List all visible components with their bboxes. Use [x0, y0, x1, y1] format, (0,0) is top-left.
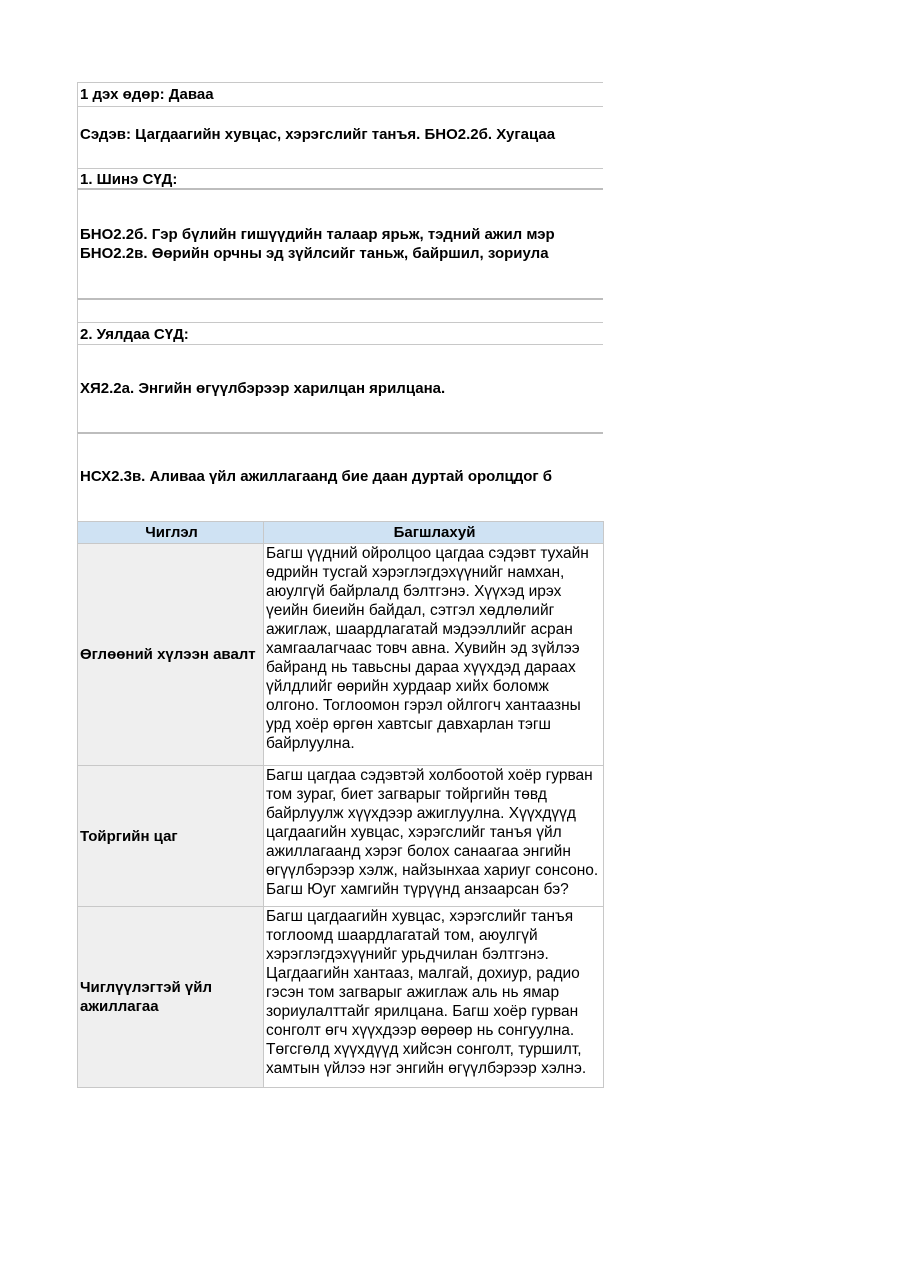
- review-standard-row[interactable]: [77, 344, 603, 433]
- new-standard-line: БНО2.2в. Өөрийн орчны эд зүйлсийг таньж, байршил, зориула: [80, 245, 549, 262]
- review-standards-heading-row[interactable]: [77, 322, 603, 345]
- teaching-cell[interactable]: [264, 544, 604, 766]
- teaching-text: Багш цагдаа сэдэвтэй холбоотой хоёр гурван том зураг, биет загварыг тойргийн төвд байрлуулж хүүхдээр ажиглуулна. Хүүхдүүд цагдаагийн хувцас, хэрэгслийг танъя үйл ажиллагаанд хэрэг болох санаагаа энгийн өгүүлбэрээр хэлж, найзынхаа хариуг сонсоно. Багш Юуг хамгийн түрүүнд анзаарсан бэ?: [266, 767, 599, 898]
- teaching-cell[interactable]: [264, 907, 604, 1088]
- teaching-cell[interactable]: [264, 766, 604, 907]
- review-standards-heading: 2. Уялдаа СҮД:: [80, 326, 189, 343]
- new-standards-heading-row[interactable]: [77, 168, 603, 189]
- activities-table: [77, 521, 604, 1088]
- direction-cell[interactable]: Тойргийн цаг: [78, 766, 264, 907]
- table-row: [78, 544, 604, 766]
- empty-row[interactable]: [77, 298, 603, 322]
- teaching-text: Багш цагдаагийн хувцас, хэрэгслийг танъя тоглоомд шаардлагатай том, аюулгүй хэрэглэгдэхүүнийг урьдчилан бэлтгэнэ. Цагдаагийн хантааз, малгай, дохиур, радио гэсэн том загварыг ажиглаж аль нь ямар зориулалттайг ярилцана. Багш хоёр гурван сонголт өгч хүүхдээр өөрөөр нь сонгуулна. Төгсгөлд хүүхдүүд хийсэн сонголт, туршилт, хамтын үйлээ нэг энгийн өгүүлбэрээр хэлнэ.: [266, 908, 587, 1077]
- teaching-text: Багш үүдний ойролцоо цагдаа сэдэвт тухайн өдрийн тусгай хэрэглэгдэхүүнийг намхан, аюулгүй байрлалд бэлтгэнэ. Хүүхэд ирэх үеийн биеийн байдал, сэтгэл хөдлөлийг ажиглаж, шаардлагатай мэдээллийг асран хамгаалагчаас товч авна. Хувийн эд зүйлээ байранд нь тавьсны дараа хүүхдэд дараах үйлдлийг өөрийн хурдаар хийх боломж олгоно. Тоглоомон гэрэл ойлгогч хантаазны урд хоёр өргөн хавтсыг давхарлан тэгш байрлуулна.: [266, 545, 589, 752]
- direction-cell[interactable]: Өглөөний хүлээн авалт: [78, 544, 264, 766]
- day-title-row[interactable]: [77, 82, 603, 106]
- table-header-row: [78, 522, 604, 544]
- day-title: 1 дэх өдөр: Даваа: [80, 86, 214, 103]
- review-standard-row[interactable]: [77, 432, 603, 521]
- table-row: [78, 766, 604, 907]
- new-standard-line: БНО2.2б. Гэр бүлийн гишүүдийн талаар ярьж, тэдний ажил мэр: [80, 226, 555, 243]
- review-standard-line: ХЯ2.2а. Энгийн өгүүлбэрээр харилцан ярилцана.: [80, 380, 446, 397]
- new-standards-heading: 1. Шинэ СҮД:: [80, 171, 178, 188]
- new-standards-content-row[interactable]: [77, 188, 603, 299]
- topic-text: Сэдэв: Цагдаагийн хувцас, хэрэгслийг танъя. БНО2.2б. Хугацаа: [80, 126, 556, 143]
- direction-cell[interactable]: Чиглүүлэгтэй үйл ажиллагаа: [78, 907, 264, 1088]
- review-standard-line: НСХ2.3в. Аливаа үйл ажиллагаанд бие даан дуртай оролцдог б: [80, 468, 553, 485]
- column-header-teaching: Багшлахуй: [264, 522, 604, 544]
- table-row: [78, 907, 604, 1088]
- topic-row[interactable]: [77, 106, 603, 168]
- column-header-direction: Чиглэл: [78, 522, 264, 544]
